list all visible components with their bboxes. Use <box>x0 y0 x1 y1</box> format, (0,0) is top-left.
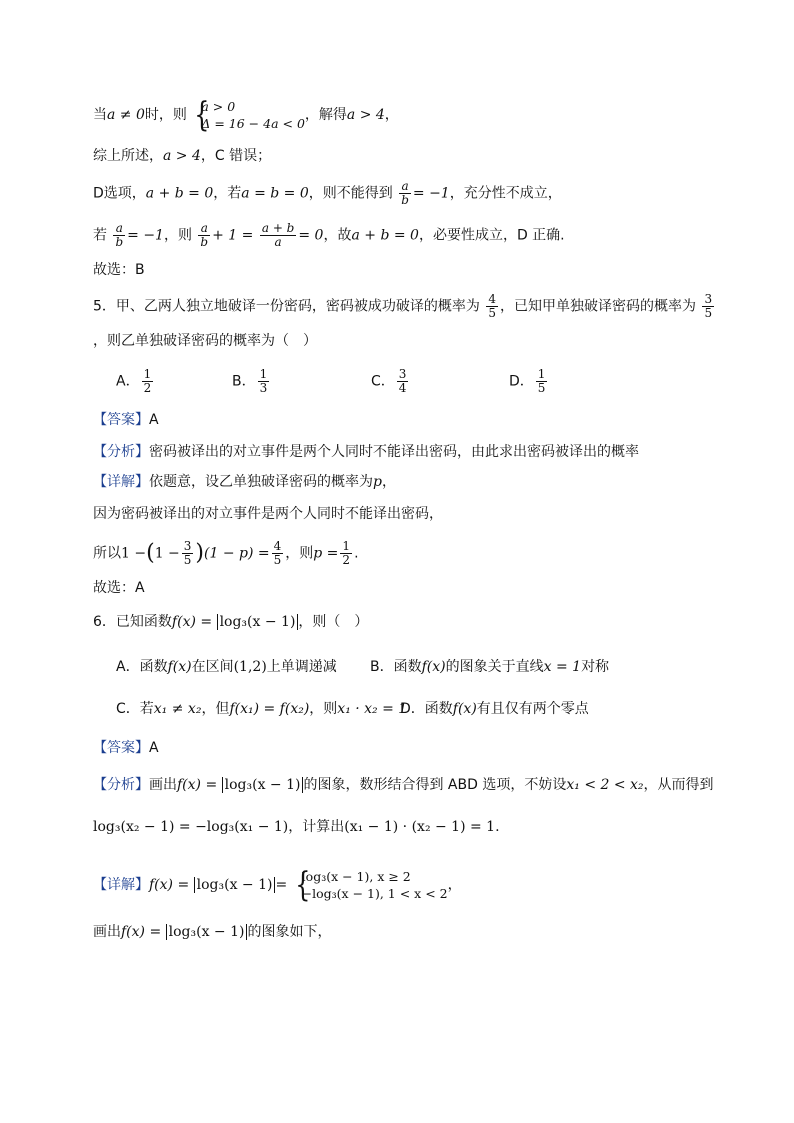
math: a + b = 0 <box>351 227 419 244</box>
fraction: $\frac{a + b}{a}$ <box>261 221 295 249</box>
math: f(x) = <box>121 924 166 940</box>
analysis-tag: 【分析】 <box>93 444 149 460</box>
line-case-a-nonzero <box>93 95 399 135</box>
q5-option-a: A． $\frac{1}{2}$ <box>116 367 152 395</box>
math: (x₁ − 1) · (x₂ − 1) = 1. <box>344 819 500 835</box>
answer-tag: 【答案】 <box>93 412 149 428</box>
text: D选项， <box>93 185 146 202</box>
answer-value: A <box>149 412 159 428</box>
math: = −1 <box>412 185 450 202</box>
text: 若 <box>93 227 107 244</box>
q6-analysis-1 <box>93 775 714 795</box>
text: 6．已知函数 <box>93 614 172 630</box>
fraction: $\frac{a}{b}$ <box>200 221 209 249</box>
q6-detail <box>93 865 462 905</box>
piecewise-system: { log₃(x − 1), x ≥ 2 −log₃(x − 1), 1 < x < 2 <box>294 865 448 905</box>
math-abs: log₃(x − 1) <box>217 614 299 630</box>
q6-option-b: B．函数f(x)的图象关于直线x = 1对称 <box>370 659 610 675</box>
q5-analysis <box>93 442 639 462</box>
text: 的图象，数形结合得到 ABD 选项，不妨设 <box>303 777 567 793</box>
q5-answer <box>93 410 159 430</box>
fraction: $\frac{a}{b}$ <box>115 221 124 249</box>
q6-answer <box>93 738 159 758</box>
math: a + b = 0 <box>145 185 214 202</box>
detail-tag: 【详解】 <box>93 877 149 893</box>
math: f(x) = <box>171 614 217 630</box>
analysis-text: 密码被译出的对立事件是两个人同时不能译出密码，由此求出密码被译出的概率 <box>149 444 639 460</box>
text: 时，则 <box>144 107 187 123</box>
text: ， <box>447 877 462 893</box>
q5-option-d: D． $\frac{1}{5}$ <box>509 367 546 395</box>
system-row-2: Δ = 16 − 4a < 0 <box>201 116 305 131</box>
text: ，则 <box>163 227 192 244</box>
text: ，从而得到 <box>643 777 714 793</box>
math-abs: log₃(x − 1) <box>194 877 276 893</box>
math: 1 − <box>121 545 147 562</box>
text: 综上所述， <box>93 148 163 164</box>
system-row-1: a > 0 <box>201 99 236 114</box>
detail-tag: 【详解】 <box>93 474 149 490</box>
math: f(x) = <box>177 777 222 793</box>
math-a-neq-0: a ≠ 0 <box>107 107 145 123</box>
text: ，若 <box>213 185 242 202</box>
line-summary <box>93 146 271 166</box>
q6-option-a: A．函数f(x)在区间(1,2)上单调递减 <box>116 659 337 675</box>
q6-analysis-2 <box>93 817 500 837</box>
math: = −1 <box>127 227 164 244</box>
text: ， <box>384 107 399 123</box>
piecewise-case-1: log₃(x − 1), x ≥ 2 <box>301 869 411 884</box>
question-6-stem <box>93 612 368 632</box>
math: f(x) = <box>149 877 194 893</box>
piecewise-case-2: −log₃(x − 1), 1 < x < 2 <box>301 886 448 901</box>
math-abs: log₃(x − 1) <box>222 777 304 793</box>
q5-select: 故选：A <box>93 580 145 596</box>
math: (1 − p) = <box>204 545 270 562</box>
fraction-a-over-b: $\frac{a}{b}$ <box>401 179 409 207</box>
math: a > 4 <box>163 148 201 164</box>
text: ，解得 <box>304 107 347 123</box>
math: = <box>275 877 288 893</box>
math: a = b = 0 <box>241 185 309 202</box>
math: p = <box>313 545 339 562</box>
text: 依题意，设乙单独破译密码的概率为 <box>149 474 373 490</box>
text: ，充分性不成立， <box>449 185 562 202</box>
fraction-3-5: $\frac{3}{5}$ <box>704 292 713 320</box>
math: = 0 <box>298 227 324 244</box>
text: ，则 <box>285 545 314 562</box>
text: . <box>354 545 359 562</box>
text: 当 <box>93 107 107 123</box>
text: 的图象如下， <box>247 924 332 940</box>
q6-option-c: C．若x₁ ≠ x₂，但f(x₁) = f(x₂)，则x₁ · x₂ = 1 <box>116 701 408 717</box>
q5-option-c: C． $\frac{3}{4}$ <box>371 367 407 395</box>
question-5-stem <box>93 293 716 320</box>
text: ，则（ ） <box>298 614 369 630</box>
text: ，C 错误； <box>200 148 272 164</box>
line-answer-b: 故选：B <box>93 262 145 278</box>
text: ，必要性成立，D 正确. <box>418 227 565 244</box>
text: 所以 <box>93 545 121 562</box>
q6-option-d: D．函数f(x)有且仅有两个零点 <box>400 701 589 717</box>
text: 画出 <box>93 924 121 940</box>
text: ，计算出 <box>288 819 345 835</box>
math: x₁ < 2 < x₂ <box>566 777 644 793</box>
math-result: a > 4 <box>346 107 385 123</box>
math: p <box>373 474 382 490</box>
math-abs: log₃(x − 1) <box>166 924 248 940</box>
answer-value: A <box>149 740 159 756</box>
condition-system: { a > 0 Δ = 16 − 4a < 0 <box>194 95 305 135</box>
answer-tag: 【答案】 <box>93 740 149 756</box>
text: ， <box>381 474 396 490</box>
fraction-4-5: $\frac{4}{5}$ <box>488 292 496 320</box>
q5-option-b: B． $\frac{1}{3}$ <box>232 367 268 395</box>
math: log₃(x₂ − 1) = −log₃(x₁ − 1) <box>93 819 289 835</box>
text: 5．甲、乙两人独立地破译一份密码，密码被成功破译的概率为 <box>93 298 480 315</box>
text: ，则不能得到 <box>308 185 393 202</box>
q5-detail-2: 因为密码被译出的对立事件是两个人同时不能译出密码， <box>93 506 443 522</box>
q5-detail-3: 所以1 −(1 − $\frac{3}{5}$ )(1 − p) = $\frac{4}{5}$ ，则p = $\frac{1}{2}$ . <box>93 539 359 567</box>
math: + 1 = <box>212 227 254 244</box>
math: 1 − <box>154 545 180 562</box>
line-option-d <box>93 180 562 207</box>
text: 画出 <box>149 777 177 793</box>
analysis-tag: 【分析】 <box>93 777 149 793</box>
q5-detail-1 <box>93 472 396 492</box>
question-5-stem-cont: ，则乙单独破译密码的概率为（ ） <box>93 333 317 349</box>
text: ，已知甲单独破译密码的概率为 <box>500 298 696 315</box>
line-necessity <box>93 222 565 249</box>
q6-graph-intro <box>93 922 331 942</box>
text: ，故 <box>323 227 352 244</box>
